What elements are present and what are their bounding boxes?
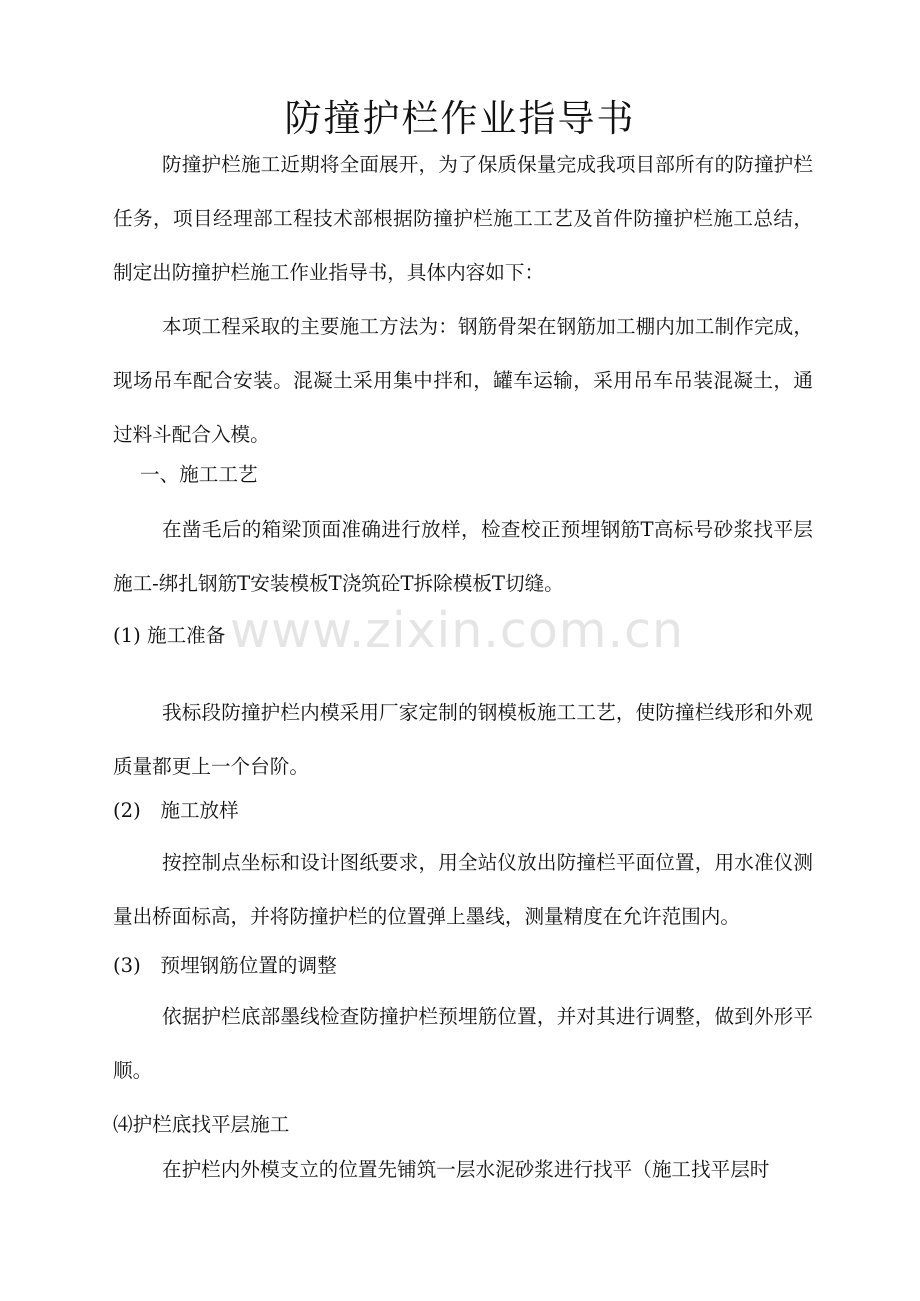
leveling-paragraph: 在护栏内外模支立的位置先铺筑一层水泥砂浆进行找平（施工找平层时 — [162, 1158, 770, 1181]
step-heading-leveling: ⑷护栏底找平层施工 — [113, 1113, 290, 1136]
document-title: 防撞护栏作业指导书 — [284, 96, 636, 140]
process-paragraph: 在凿毛后的箱梁顶面准确进行放样，检查校正预埋钢筋T高标号砂浆找平层施工-绑扎钢筋T安装模板T浇筑砼T拆除模板T切缝。 — [113, 518, 813, 595]
preparation-paragraph: 我标段防撞护栏内模采用厂家定制的钢模板施工工艺，使防撞栏线形和外观质量都更上一个台阶。 — [113, 701, 813, 778]
rebar-adjust-paragraph: 依据护栏底部墨线检查防撞护栏预埋筋位置，并对其进行调整，做到外形平顺。 — [113, 1005, 813, 1082]
layout-paragraph: 按控制点坐标和设计图纸要求，用全站仪放出防撞栏平面位置，用水准仪测量出桥面标高，并将防撞护栏的位置弹上墨线，测量精度在允许范围内。 — [113, 851, 813, 928]
method-paragraph: 本项工程采取的主要施工方法为：钢筋骨架在钢筋加工棚内加工制作完成，现场吊车配合安装。混凝土采用集中拌和，罐车运输，采用吊车吊装混凝土，通过料斗配合入模。 — [113, 315, 813, 446]
step-heading-preparation: (1) 施工准备 — [113, 624, 226, 647]
intro-paragraph: 防撞护栏施工近期将全面展开，为了保质保量完成我项目部所有的防撞护栏任务，项目经理部工程技术部根据防撞护栏施工工艺及首件防撞护栏施工总结，制定出防撞护栏施工作业指导书，具体内容如下： — [113, 153, 813, 284]
watermark-text: www.zixin.com.cn — [230, 602, 685, 659]
section-heading-process: 一、施工工艺 — [140, 463, 258, 486]
step-heading-layout: (2) 施工放样 — [113, 799, 239, 822]
step-heading-rebar-adjust: (3) 预埋钢筋位置的调整 — [113, 954, 337, 977]
